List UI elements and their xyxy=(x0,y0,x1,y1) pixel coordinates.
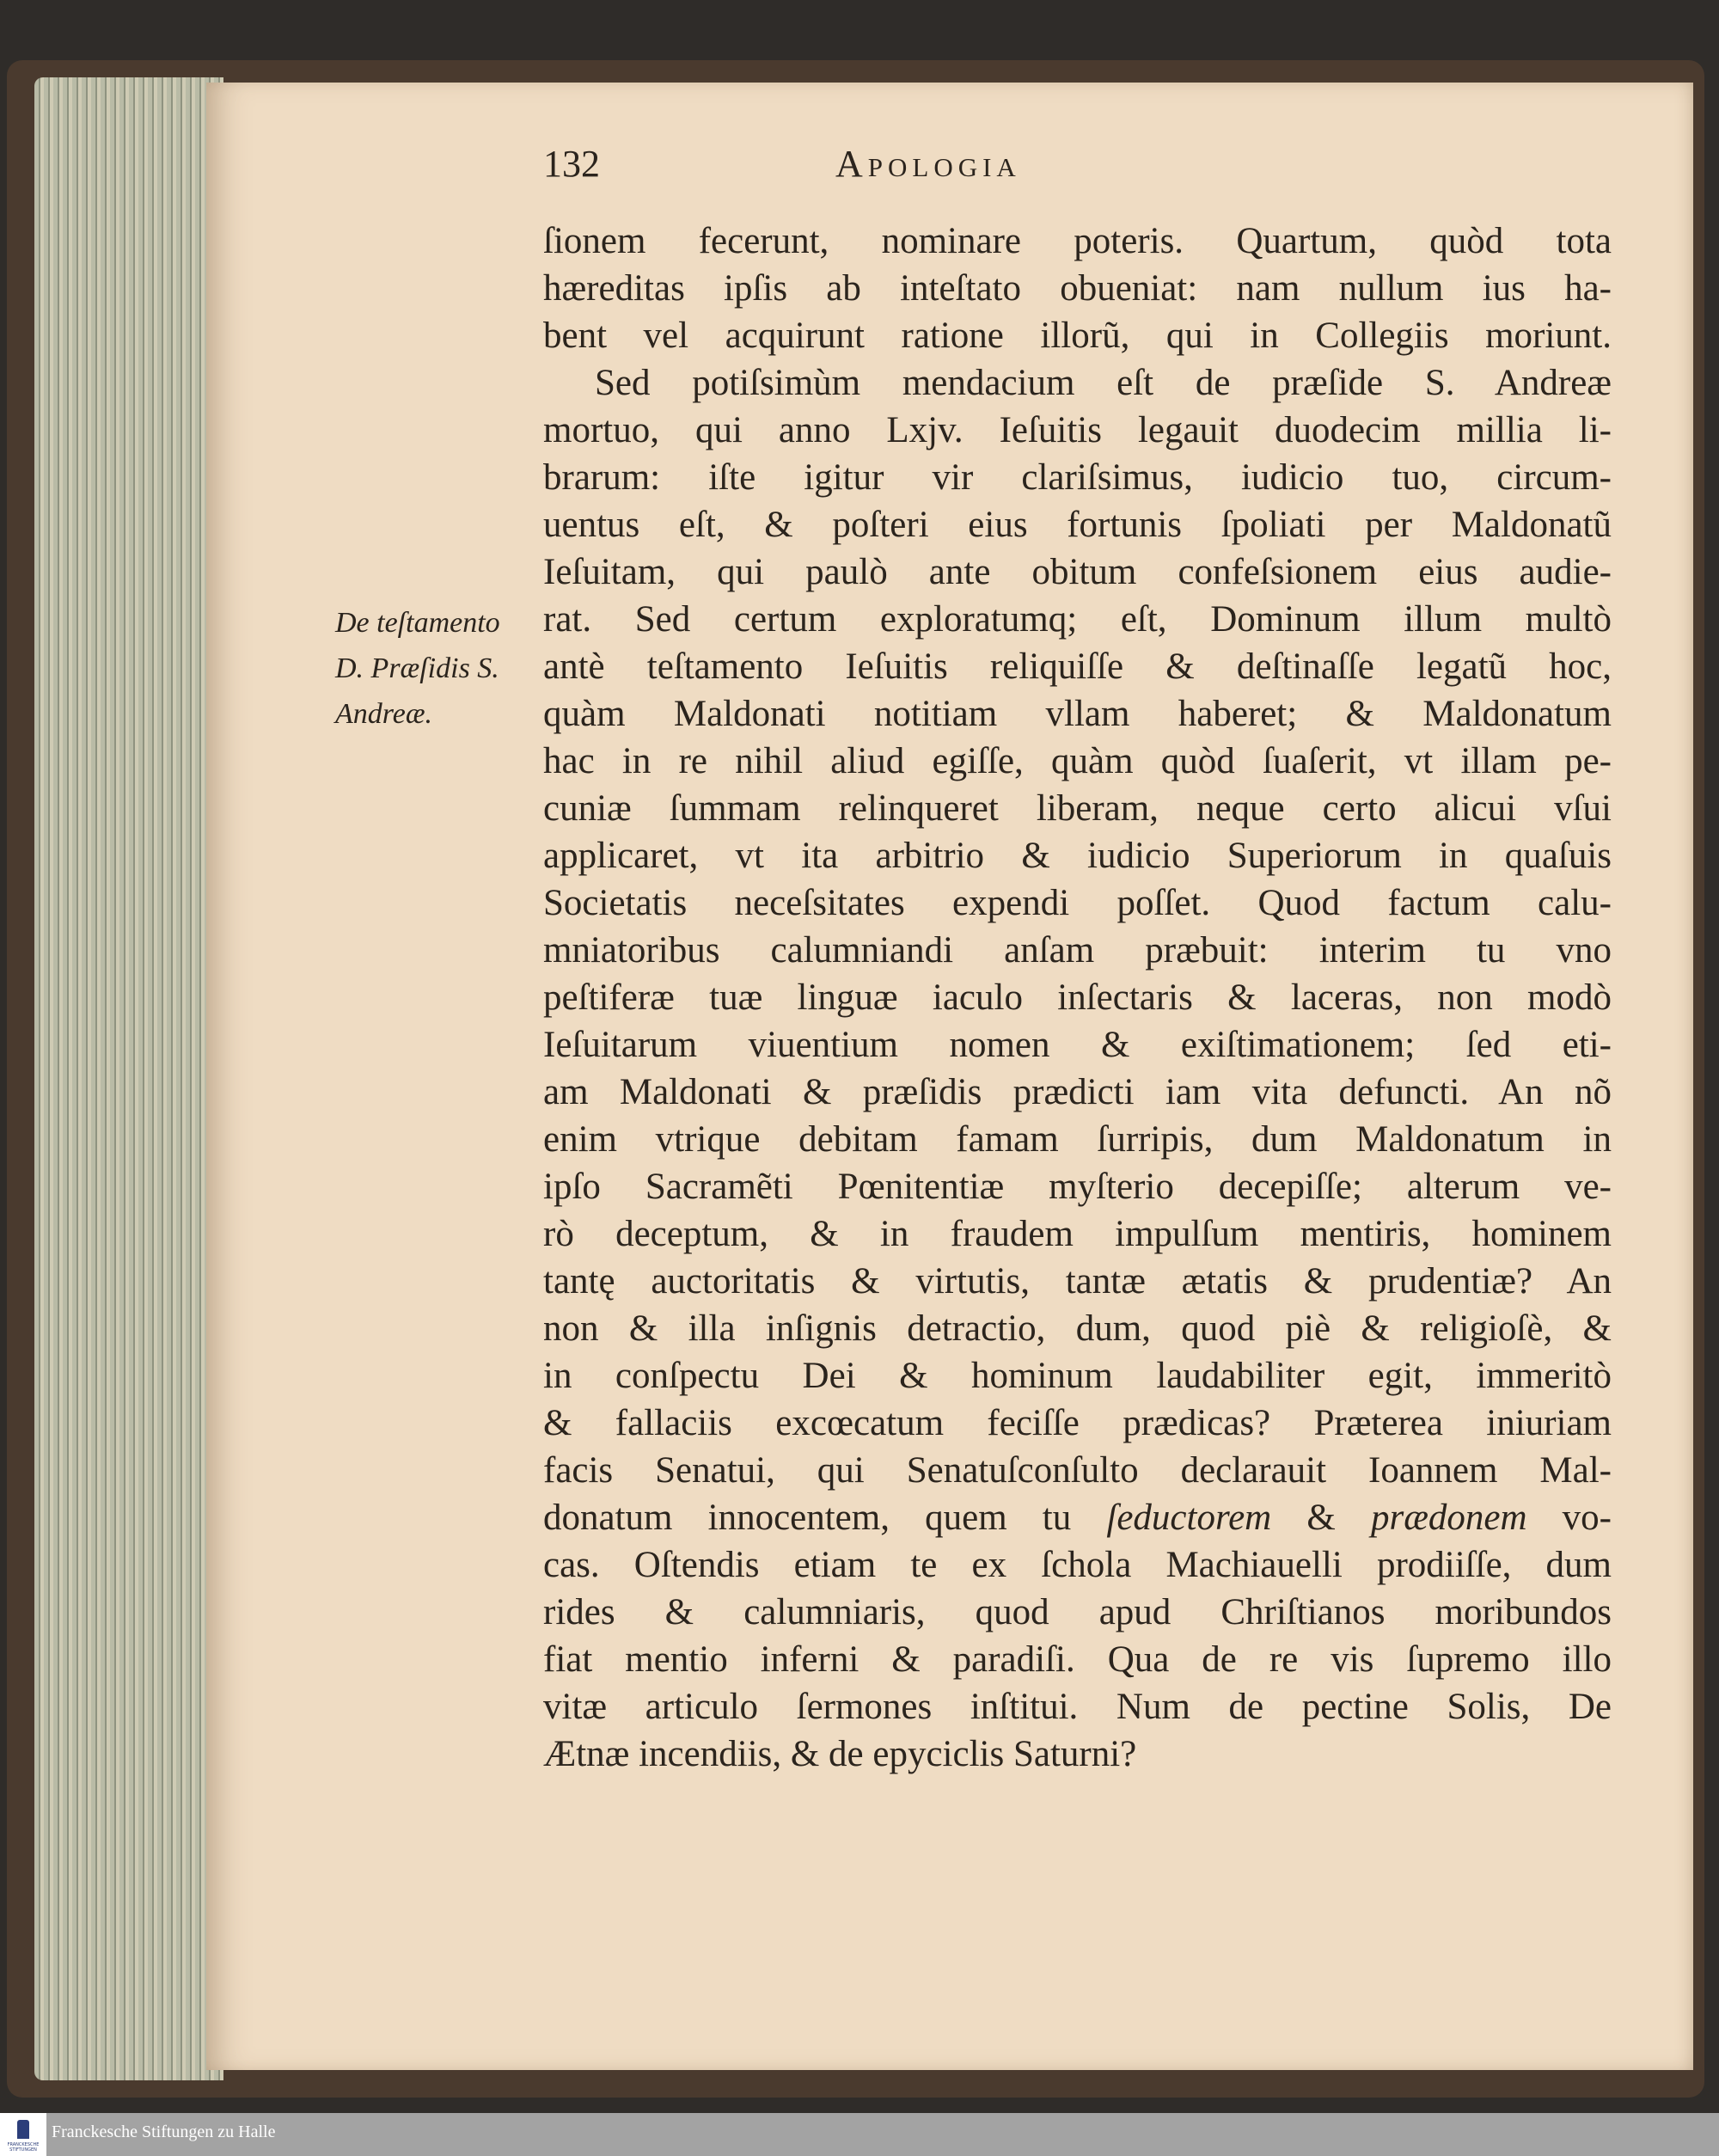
text-line: Societatis neceſsitates expendi poſſet. Quod factum calu- xyxy=(543,883,1612,923)
marginal-note-line: De teſtamento xyxy=(335,607,500,639)
text-line: enim vtrique debitam famam ſurripis, dum Maldonatum in xyxy=(543,1119,1612,1160)
text-line xyxy=(543,1494,1612,1541)
marginal-note-line: D. Præſidis S. xyxy=(335,652,499,684)
text-line: in conſpectu Dei & hominum laudabiliter egit, immeritò xyxy=(543,1356,1612,1396)
text-line: quàm Maldonati notitiam vllam haberet; & Maldonatum xyxy=(543,694,1612,734)
text-line: mniatoribus calumniandi anſam præbuit: interim tu vno xyxy=(543,930,1612,971)
text-line: hac in re nihil aliud egiſſe, quàm quòd ſuaſerit, vt illam pe- xyxy=(543,741,1612,781)
text-line: rat. Sed certum exploratumq; eſt, Dominum illum multò xyxy=(543,599,1612,640)
marginal-note xyxy=(335,600,500,737)
text-line: antè teſtamento Ieſuitis reliquiſſe & deſtinaſſe legatũ hoc, xyxy=(543,646,1612,687)
logo-figure-icon xyxy=(17,2120,29,2139)
text-line: rides & calumniaris, quod apud Chriſtianos moribundos xyxy=(543,1592,1612,1632)
text-segment: & xyxy=(1271,1498,1371,1538)
logo-caption: FRANCKESCHE STIFTUNGEN xyxy=(7,2142,40,2153)
text-line: Ieſuitam, qui paulò ante obitum confeſsionem eius audie- xyxy=(543,552,1612,592)
body-text xyxy=(543,217,1612,1778)
footer-bar xyxy=(0,2113,1719,2156)
text-line: Sed potiſsimùm mendacium eſt de præſide S. Andreæ xyxy=(595,363,1612,403)
text-line: brarum: iſte igitur vir clariſsimus, iudicio tuo, circum- xyxy=(543,457,1612,498)
marginal-note-line: Andreæ. xyxy=(335,698,433,730)
page-header xyxy=(543,142,1612,193)
text-line: cas. Oſtendis etiam te ex ſchola Machiauelli prodiiſſe, dum xyxy=(543,1545,1612,1585)
text-line: hæreditas ipſis ab inteſtato obueniat: nam nullum ius ha- xyxy=(543,268,1612,309)
text-line: tantę auctoritatis & virtutis, tantæ ætatis & prudentiæ? An xyxy=(543,1261,1612,1302)
institution-logo xyxy=(0,2113,46,2156)
text-line: ſionem fecerunt, nominare poteris. Quartum, quòd tota xyxy=(543,221,1612,261)
text-line: Ieſuitarum viuentium nomen & exiſtimationem; ſed eti- xyxy=(543,1025,1612,1065)
text-line: ipſo Sacramẽti Pœnitentiæ myſterio decepiſſe; alterum ve- xyxy=(543,1167,1612,1207)
text-line: vitæ articulo ſermones inſtitui. Num de pectine Solis, De xyxy=(543,1687,1612,1727)
text-line: am Maldonati & præſidis prædicti iam vita defuncti. An nõ xyxy=(543,1072,1612,1112)
text-line: non & illa inſignis detractio, dum, quod piè & religioſè, & xyxy=(543,1308,1612,1349)
italic-term: ſeductorem xyxy=(1106,1498,1272,1538)
institution-name: Franckesche Stiftungen zu Halle xyxy=(52,2122,276,2141)
page-number: 132 xyxy=(543,143,600,185)
text-line: Ætnæ incendiis, & de epyciclis Saturni? xyxy=(543,1734,1137,1774)
text-line: & fallaciis excœcatum feciſſe prædicas? Præterea iniuriam xyxy=(543,1403,1612,1443)
text-segment: donatum innocentem, quem tu xyxy=(543,1498,1107,1538)
text-line: facis Senatui, qui Senatuſconſulto declarauit Ioannem Mal- xyxy=(543,1450,1612,1491)
italic-term: prædonem xyxy=(1370,1498,1527,1538)
running-head: Apologia xyxy=(835,143,1021,185)
text-line: fiat mentio inferni & paradiſi. Qua de re vis ſupremo illo xyxy=(543,1639,1612,1680)
text-line: rò deceptum, & in fraudem impulſum mentiris, hominem xyxy=(543,1214,1612,1254)
text-line: peſtiferæ tuæ linguæ iaculo inſectaris & laceras, non modò xyxy=(543,977,1612,1018)
text-line: mortuo, qui anno Lxjv. Ieſuitis legauit duodecim millia li- xyxy=(543,410,1612,450)
text-segment: vo- xyxy=(1526,1498,1612,1538)
text-line: uentus eſt, & poſteri eius fortunis ſpoliati per Maldonatũ xyxy=(543,505,1612,545)
page-edges xyxy=(34,77,223,2080)
text-line: bent vel acquirunt ratione illorũ, qui in Collegiis moriunt. xyxy=(543,315,1612,356)
text-line: applicaret, vt ita arbitrio & iudicio Superiorum in quaſuis xyxy=(543,836,1612,876)
text-line: cuniæ ſummam relinqueret liberam, neque certo alicui vſui xyxy=(543,788,1612,829)
